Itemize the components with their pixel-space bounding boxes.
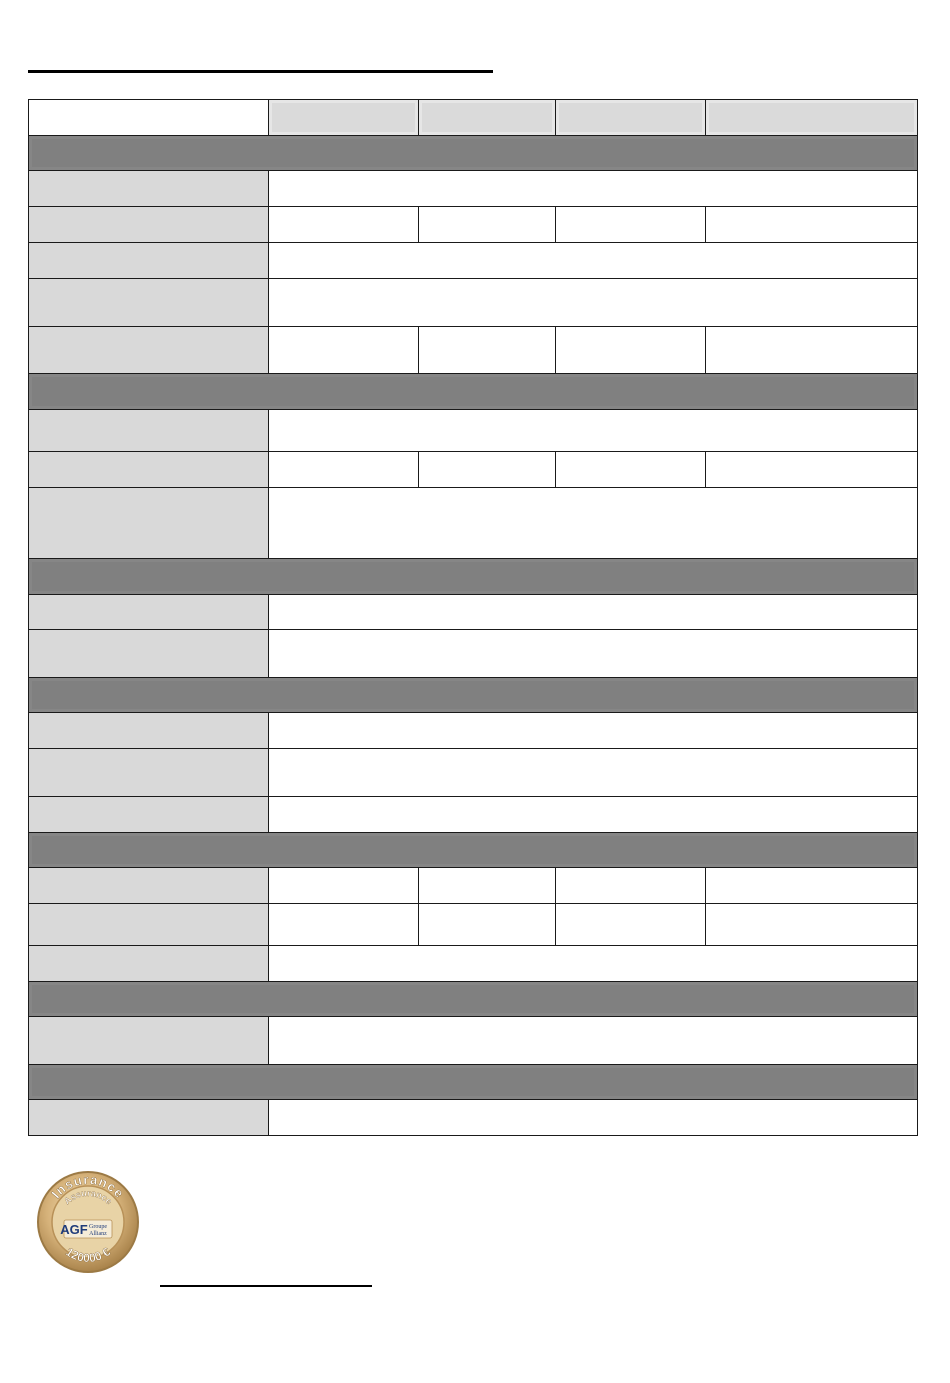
row-value-cell — [269, 1017, 918, 1065]
seal-amount-text: 120000 € — [63, 1244, 113, 1266]
seal-icon — [36, 1170, 140, 1274]
table-row — [29, 749, 918, 797]
row-value-cell — [269, 797, 918, 833]
row-value-cell — [419, 207, 556, 243]
header-cell-1 — [269, 100, 419, 136]
row-value-cell — [269, 630, 918, 678]
table-row — [29, 713, 918, 749]
table-row — [29, 946, 918, 982]
row-label-cell — [29, 452, 269, 488]
row-value-cell — [269, 279, 918, 327]
row-value-cell — [269, 749, 918, 797]
header-row — [29, 100, 918, 136]
table-row — [29, 488, 918, 559]
seal-top-text: Insurance — [48, 1171, 128, 1202]
seal-arc-text: Assurance — [62, 1187, 114, 1207]
table-row — [29, 904, 918, 946]
row-value-cell — [269, 327, 419, 374]
row-value-cell — [269, 452, 419, 488]
row-label-cell — [29, 171, 269, 207]
section-band-6 — [29, 982, 918, 1017]
table-row — [29, 630, 918, 678]
header-corner-cell — [29, 100, 269, 136]
row-value-cell — [556, 207, 706, 243]
row-value-cell — [556, 904, 706, 946]
row-label-cell — [29, 595, 269, 630]
row-value-cell — [706, 452, 918, 488]
table-row — [29, 410, 918, 452]
title-underline — [28, 70, 493, 73]
header-cell-3 — [556, 100, 706, 136]
row-value-cell — [269, 1100, 918, 1136]
table-row — [29, 207, 918, 243]
table-row — [29, 452, 918, 488]
row-label-cell — [29, 749, 269, 797]
section-band-5 — [29, 833, 918, 868]
row-value-cell — [556, 452, 706, 488]
table-row — [29, 868, 918, 904]
row-value-cell — [706, 207, 918, 243]
row-value-cell — [269, 904, 419, 946]
section-band-1 — [29, 136, 918, 171]
table-row — [29, 797, 918, 833]
row-label-cell — [29, 1100, 269, 1136]
row-label-cell — [29, 630, 269, 678]
seal-brand-text: AGF — [60, 1222, 88, 1237]
row-value-cell — [419, 868, 556, 904]
row-value-cell — [269, 207, 419, 243]
seal-group-line1: Groupe — [89, 1224, 107, 1230]
row-value-cell — [269, 595, 918, 630]
row-value-cell — [269, 868, 419, 904]
row-label-cell — [29, 1017, 269, 1065]
table-row — [29, 1017, 918, 1065]
header-cell-4 — [706, 100, 918, 136]
signature-line — [160, 1285, 372, 1287]
seal-group-line2: Allianz — [89, 1231, 107, 1237]
header-cell-2 — [419, 100, 556, 136]
row-value-cell — [269, 488, 918, 559]
row-value-cell — [269, 243, 918, 279]
row-value-cell — [706, 904, 918, 946]
row-value-cell — [269, 171, 918, 207]
row-value-cell — [556, 327, 706, 374]
row-label-cell — [29, 410, 269, 452]
row-label-cell — [29, 868, 269, 904]
table-row — [29, 327, 918, 374]
row-value-cell — [269, 713, 918, 749]
section-band-2 — [29, 374, 918, 410]
row-value-cell — [556, 868, 706, 904]
row-label-cell — [29, 797, 269, 833]
row-value-cell — [269, 946, 918, 982]
section-band-7 — [29, 1065, 918, 1100]
row-value-cell — [706, 327, 918, 374]
table-row — [29, 1100, 918, 1136]
insurance-seal-logo — [36, 1170, 140, 1274]
row-label-cell — [29, 207, 269, 243]
row-label-cell — [29, 488, 269, 559]
row-value-cell — [419, 452, 556, 488]
row-label-cell — [29, 946, 269, 982]
table-row — [29, 279, 918, 327]
section-band-3 — [29, 559, 918, 595]
row-label-cell — [29, 713, 269, 749]
spec-table — [28, 99, 918, 1136]
row-value-cell — [269, 410, 918, 452]
row-value-cell — [419, 327, 556, 374]
table-row — [29, 171, 918, 207]
section-band-4 — [29, 678, 918, 713]
row-value-cell — [419, 904, 556, 946]
row-label-cell — [29, 279, 269, 327]
table-row — [29, 243, 918, 279]
row-label-cell — [29, 904, 269, 946]
table-row — [29, 595, 918, 630]
row-label-cell — [29, 327, 269, 374]
row-value-cell — [706, 868, 918, 904]
row-label-cell — [29, 243, 269, 279]
